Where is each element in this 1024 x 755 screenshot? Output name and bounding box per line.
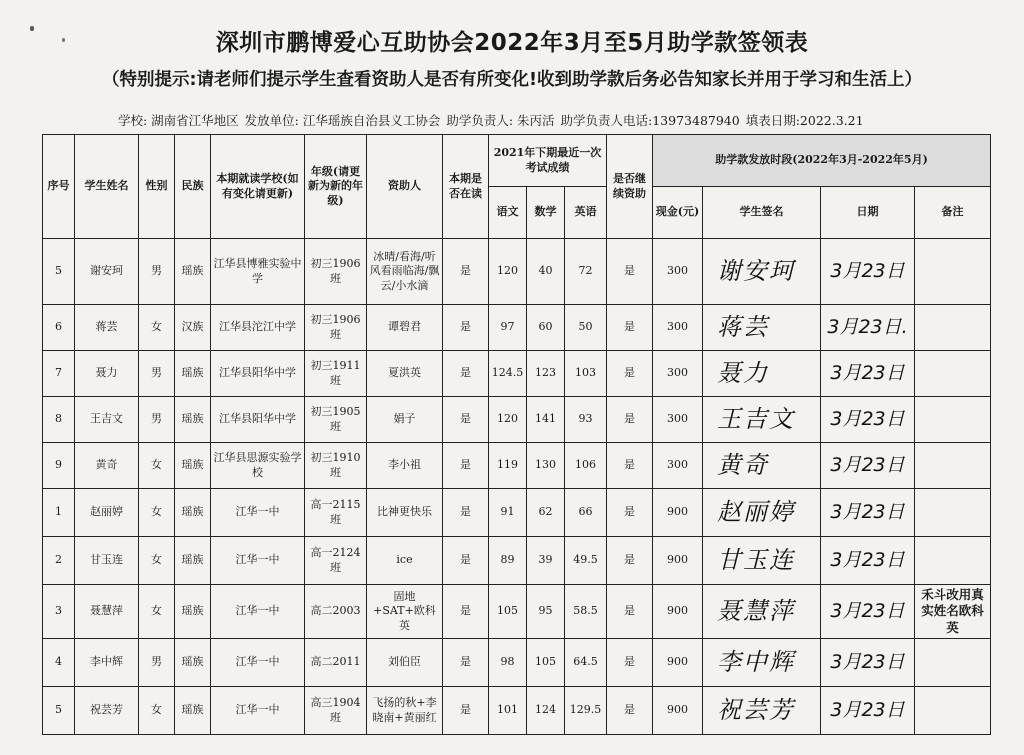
table-row: [43, 639, 991, 687]
form-info-line: [118, 111, 866, 129]
cell-math-score: 105: [527, 639, 565, 687]
table-row: [43, 443, 991, 489]
cell-student-signature: 聂慧萍: [703, 585, 821, 639]
cell-ethnicity: 瑶族: [175, 639, 211, 687]
cell-school: 江华县思源实验学校: [211, 443, 305, 489]
cell-sponsor: 冰晴/看海/听风看雨临海/飘云/小水滴: [367, 239, 443, 305]
cell-receipt-date: 3月23日: [821, 239, 915, 305]
fill-date: 填表日期:2022.3.21: [745, 113, 864, 128]
cell-continue-aid: 是: [607, 639, 653, 687]
cell-grade: 高一2124班: [305, 537, 367, 585]
cell-remark: [915, 305, 991, 351]
cell-continue-aid: 是: [607, 397, 653, 443]
cell-gender: 女: [139, 443, 175, 489]
cell-school: 江华一中: [211, 537, 305, 585]
responsible-person: 助学负责人: 朱丙活: [446, 113, 555, 128]
cell-student-name: 李中辉: [75, 639, 139, 687]
cell-student-signature: 聂力: [703, 351, 821, 397]
cell-continue-aid: 是: [607, 239, 653, 305]
header-math: 数学: [527, 187, 565, 239]
cell-student-name: 黄奇: [75, 443, 139, 489]
cell-continue-aid: 是: [607, 585, 653, 639]
cell-chinese-score: 101: [489, 687, 527, 735]
cell-gender: 女: [139, 537, 175, 585]
header-date: 日期: [821, 187, 915, 239]
cell-sponsor: 李小祖: [367, 443, 443, 489]
cell-english-score: 129.5: [565, 687, 607, 735]
cell-enrolled: 是: [443, 537, 489, 585]
header-student-name: 学生姓名: [75, 135, 139, 239]
cell-cash: 900: [653, 537, 703, 585]
cell-gender: 女: [139, 305, 175, 351]
cell-chinese-score: 124.5: [489, 351, 527, 397]
header-signature: 学生签名: [703, 187, 821, 239]
cell-cash: 900: [653, 489, 703, 537]
cell-school: 江华一中: [211, 585, 305, 639]
cell-receipt-date: 3月23日: [821, 443, 915, 489]
cell-grade: 初三1906班: [305, 239, 367, 305]
cell-student-signature: 甘玉连: [703, 537, 821, 585]
cell-continue-aid: 是: [607, 305, 653, 351]
header-seq: 序号: [43, 135, 75, 239]
school-region: 学校: 湖南省江华地区: [118, 113, 239, 128]
table-row: [43, 687, 991, 735]
header-gender: 性别: [139, 135, 175, 239]
cell-grade: 高一2115班: [305, 489, 367, 537]
cell-math-score: 39: [527, 537, 565, 585]
cell-remark: [915, 351, 991, 397]
cell-gender: 女: [139, 585, 175, 639]
cell-sponsor: 比神更快乐: [367, 489, 443, 537]
sign-receipt-table: [42, 134, 991, 735]
cell-school: 江华一中: [211, 687, 305, 735]
cell-cash: 900: [653, 687, 703, 735]
cell-enrolled: 是: [443, 305, 489, 351]
header-school: 本期就读学校(如有变化请更新): [211, 135, 305, 239]
cell-grade: 高二2011: [305, 639, 367, 687]
cell-chinese-score: 120: [489, 397, 527, 443]
cell-school: 江华县阳华中学: [211, 397, 305, 443]
header-payment-period: 助学款发放时段(2022年3月-2022年5月): [653, 135, 991, 187]
cell-enrolled: 是: [443, 639, 489, 687]
cell-ethnicity: 瑶族: [175, 489, 211, 537]
cell-student-name: 甘玉连: [75, 537, 139, 585]
cell-seq: 2: [43, 537, 75, 585]
cell-remark: [915, 489, 991, 537]
header-sponsor: 资助人: [367, 135, 443, 239]
cell-school: 江华一中: [211, 639, 305, 687]
cell-seq: 4: [43, 639, 75, 687]
cell-remark: [915, 443, 991, 489]
cell-receipt-date: 3月23日: [821, 585, 915, 639]
table-row: [43, 239, 991, 305]
cell-sponsor: 娟子: [367, 397, 443, 443]
cell-student-name: 聂力: [75, 351, 139, 397]
cell-sponsor: 固地+SAT+欧科英: [367, 585, 443, 639]
cell-english-score: 72: [565, 239, 607, 305]
cell-gender: 男: [139, 239, 175, 305]
header-remark: 备注: [915, 187, 991, 239]
cell-grade: 高二2003: [305, 585, 367, 639]
cell-student-signature: 赵丽婷: [703, 489, 821, 537]
cell-ethnicity: 瑶族: [175, 397, 211, 443]
table-row: [43, 489, 991, 537]
cell-chinese-score: 120: [489, 239, 527, 305]
cell-math-score: 60: [527, 305, 565, 351]
cell-cash: 300: [653, 443, 703, 489]
cell-gender: 男: [139, 397, 175, 443]
cell-chinese-score: 119: [489, 443, 527, 489]
cell-enrolled: 是: [443, 239, 489, 305]
cell-receipt-date: 3月23日: [821, 639, 915, 687]
cell-ethnicity: 汉族: [175, 305, 211, 351]
cell-seq: 1: [43, 489, 75, 537]
table-row: [43, 397, 991, 443]
cell-continue-aid: 是: [607, 351, 653, 397]
cell-seq: 6: [43, 305, 75, 351]
cell-student-signature: 李中辉: [703, 639, 821, 687]
cell-math-score: 124: [527, 687, 565, 735]
header-continue-aid: 是否继续资助: [607, 135, 653, 239]
cell-english-score: 103: [565, 351, 607, 397]
cell-student-name: 聂慧萍: [75, 585, 139, 639]
cell-remark: [915, 537, 991, 585]
cell-chinese-score: 98: [489, 639, 527, 687]
header-enrolled: 本期是否在读: [443, 135, 489, 239]
table-row: [43, 537, 991, 585]
cell-grade: 初三1905班: [305, 397, 367, 443]
cell-seq: 3: [43, 585, 75, 639]
cell-enrolled: 是: [443, 443, 489, 489]
cell-receipt-date: 3月23日: [821, 397, 915, 443]
table-row: [43, 351, 991, 397]
cell-school: 江华县阳华中学: [211, 351, 305, 397]
cell-seq: 8: [43, 397, 75, 443]
cell-student-signature: 王吉文: [703, 397, 821, 443]
cell-grade: 初三1910班: [305, 443, 367, 489]
cell-english-score: 58.5: [565, 585, 607, 639]
cell-enrolled: 是: [443, 397, 489, 443]
issuing-unit: 发放单位: 江华瑶族自治县义工协会: [244, 113, 441, 128]
cell-sponsor: 飞扬的秋+李晓南+黄丽红: [367, 687, 443, 735]
cell-student-name: 王吉文: [75, 397, 139, 443]
cell-remark: [915, 639, 991, 687]
header-ethnicity: 民族: [175, 135, 211, 239]
cell-enrolled: 是: [443, 585, 489, 639]
cell-ethnicity: 瑶族: [175, 443, 211, 489]
cell-school: 江华县博雅实验中学: [211, 239, 305, 305]
special-notice: （特别提示:请老师们提示学生查看资助人是否有所变化!收到助学款后务必告知家长并用于学习和生活上）: [102, 70, 922, 90]
cell-receipt-date: 3月23日: [821, 537, 915, 585]
cell-ethnicity: 瑶族: [175, 537, 211, 585]
cell-grade: 高三1904班: [305, 687, 367, 735]
header-grade: 年级(请更新为新的年级): [305, 135, 367, 239]
table-row: [43, 305, 991, 351]
cell-english-score: 66: [565, 489, 607, 537]
cell-cash: 300: [653, 239, 703, 305]
cell-enrolled: 是: [443, 687, 489, 735]
cell-gender: 男: [139, 639, 175, 687]
cell-remark: 禾斗改用真实姓名欧科英: [915, 585, 991, 639]
cell-receipt-date: 3月23日.: [821, 305, 915, 351]
cell-chinese-score: 105: [489, 585, 527, 639]
cell-remark: [915, 239, 991, 305]
cell-math-score: 123: [527, 351, 565, 397]
cell-english-score: 64.5: [565, 639, 607, 687]
cell-receipt-date: 3月23日: [821, 489, 915, 537]
cell-remark: [915, 687, 991, 735]
cell-english-score: 50: [565, 305, 607, 351]
cell-math-score: 95: [527, 585, 565, 639]
cell-ethnicity: 瑶族: [175, 687, 211, 735]
cell-seq: 9: [43, 443, 75, 489]
cell-chinese-score: 91: [489, 489, 527, 537]
cell-english-score: 49.5: [565, 537, 607, 585]
cell-student-signature: 蒋芸: [703, 305, 821, 351]
cell-chinese-score: 89: [489, 537, 527, 585]
cell-cash: 300: [653, 397, 703, 443]
cell-chinese-score: 97: [489, 305, 527, 351]
cell-english-score: 93: [565, 397, 607, 443]
cell-cash: 900: [653, 585, 703, 639]
cell-sponsor: ice: [367, 537, 443, 585]
cell-english-score: 106: [565, 443, 607, 489]
cell-student-name: 祝芸芳: [75, 687, 139, 735]
cell-seq: 5: [43, 687, 75, 735]
cell-sponsor: 刘伯臣: [367, 639, 443, 687]
cell-gender: 女: [139, 687, 175, 735]
cell-math-score: 62: [527, 489, 565, 537]
cell-gender: 男: [139, 351, 175, 397]
cell-gender: 女: [139, 489, 175, 537]
cell-student-signature: 谢安珂: [703, 239, 821, 305]
cell-student-name: 赵丽婷: [75, 489, 139, 537]
cell-receipt-date: 3月23日: [821, 351, 915, 397]
cell-student-name: 蒋芸: [75, 305, 139, 351]
cell-continue-aid: 是: [607, 443, 653, 489]
cell-math-score: 130: [527, 443, 565, 489]
cell-continue-aid: 是: [607, 687, 653, 735]
cell-enrolled: 是: [443, 351, 489, 397]
header-exam-scores: 2021年下期最近一次考试成绩: [489, 135, 607, 187]
cell-ethnicity: 瑶族: [175, 239, 211, 305]
responsible-phone: 助学负责人电话:13973487940: [560, 113, 740, 128]
cell-continue-aid: 是: [607, 537, 653, 585]
cell-cash: 900: [653, 639, 703, 687]
header-cash: 现金(元): [653, 187, 703, 239]
header-english: 英语: [565, 187, 607, 239]
cell-student-signature: 祝芸芳: [703, 687, 821, 735]
header-chinese: 语文: [489, 187, 527, 239]
cell-school: 江华县沱江中学: [211, 305, 305, 351]
cell-math-score: 40: [527, 239, 565, 305]
cell-seq: 7: [43, 351, 75, 397]
page-title: 深圳市鹏博爱心互助协会2022年3月至5月助学款签领表: [215, 30, 809, 56]
cell-student-signature: 黄奇: [703, 443, 821, 489]
cell-grade: 初三1906班: [305, 305, 367, 351]
cell-continue-aid: 是: [607, 489, 653, 537]
cell-cash: 300: [653, 351, 703, 397]
table-row: [43, 585, 991, 639]
cell-sponsor: 谭碧君: [367, 305, 443, 351]
cell-receipt-date: 3月23日: [821, 687, 915, 735]
cell-student-name: 谢安珂: [75, 239, 139, 305]
cell-seq: 5: [43, 239, 75, 305]
cell-grade: 初三1911班: [305, 351, 367, 397]
cell-sponsor: 夏洪英: [367, 351, 443, 397]
table-body: [43, 239, 991, 735]
cell-ethnicity: 瑶族: [175, 351, 211, 397]
cell-math-score: 141: [527, 397, 565, 443]
cell-ethnicity: 瑶族: [175, 585, 211, 639]
cell-remark: [915, 397, 991, 443]
cell-cash: 300: [653, 305, 703, 351]
cell-school: 江华一中: [211, 489, 305, 537]
cell-enrolled: 是: [443, 489, 489, 537]
